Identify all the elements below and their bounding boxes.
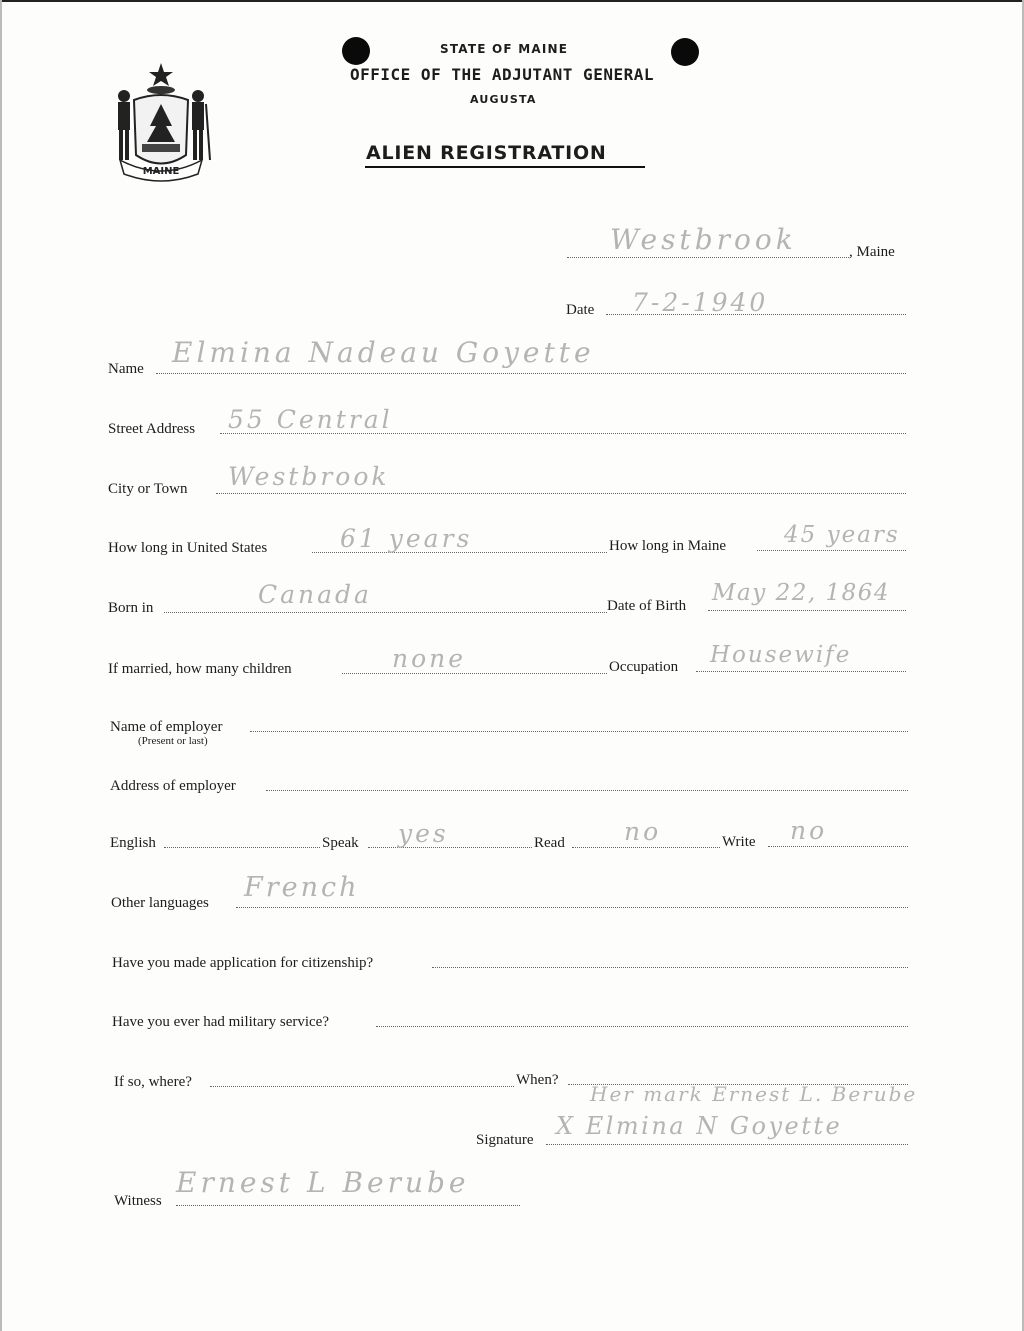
- maine-label: , Maine: [849, 244, 895, 260]
- read-line: [572, 847, 720, 848]
- write-label: Write: [722, 834, 756, 850]
- speak-value: yes: [398, 819, 449, 848]
- other-languages-label: Other languages: [111, 895, 209, 911]
- name-line: [156, 373, 906, 374]
- scan-border-top: [0, 0, 1024, 2]
- occupation-line: [696, 671, 906, 672]
- name-label: Name: [108, 361, 144, 377]
- city-value: Westbrook: [228, 462, 390, 491]
- street-address-label: Street Address: [108, 421, 196, 437]
- header-state: STATE OF MAINE: [440, 42, 569, 56]
- married-children-label: If married, how many children: [108, 661, 292, 677]
- where-line: [210, 1086, 514, 1087]
- date-value: 7-2-1940: [632, 288, 769, 317]
- street-address-value: 55 Central: [228, 405, 393, 434]
- seal-banner-text: MAINE: [142, 166, 180, 177]
- form-title: ALIEN REGISTRATION: [366, 142, 607, 164]
- signature-value: X Elmina N Goyette: [556, 1112, 843, 1140]
- speak-line: [368, 847, 532, 848]
- born-in-value: Canada: [258, 580, 372, 609]
- other-languages-value: French: [244, 872, 360, 903]
- citizenship-label: Have you made application for citizenship?: [112, 955, 374, 971]
- speak-label: Speak: [322, 835, 359, 851]
- born-in-line: [164, 612, 607, 613]
- employer-address-label: Address of employer: [110, 778, 236, 794]
- how-long-us-value: 61 years: [340, 524, 473, 553]
- date-label: Date: [566, 302, 595, 318]
- english-line: [164, 847, 320, 848]
- how-long-us-label: How long in United States: [108, 540, 268, 556]
- her-mark-note: Her mark Ernest L. Berube: [590, 1082, 918, 1106]
- header-city: AUGUSTA: [470, 93, 537, 106]
- maine-state-seal: [106, 60, 216, 182]
- witness-label: Witness: [114, 1193, 162, 1209]
- born-in-label: Born in: [108, 600, 154, 616]
- employer-name-line: [250, 731, 908, 732]
- town-line: [567, 257, 849, 258]
- married-children-value: none: [392, 644, 467, 673]
- witness-line: [176, 1205, 520, 1206]
- signature-label: Signature: [476, 1132, 534, 1148]
- how-long-maine-value: 45 years: [784, 522, 900, 548]
- scan-border-left: [0, 0, 2, 1331]
- date-of-birth-value: May 22, 1864: [712, 580, 890, 606]
- occupation-value: Housewife: [710, 642, 852, 668]
- when-label: When?: [516, 1072, 559, 1088]
- how-long-maine-line: [757, 550, 906, 551]
- married-children-line: [342, 673, 607, 674]
- date-of-birth-label: Date of Birth: [607, 598, 687, 614]
- occupation-label: Occupation: [609, 659, 679, 675]
- title-underline: [365, 166, 645, 168]
- employer-address-line: [266, 790, 908, 791]
- other-languages-line: [236, 907, 908, 908]
- city-line: [216, 493, 906, 494]
- witness-value: Ernest L Berube: [176, 1166, 470, 1199]
- signature-line: [546, 1144, 908, 1145]
- read-value: no: [624, 817, 662, 846]
- english-label: English: [110, 835, 156, 851]
- write-value: no: [790, 816, 828, 845]
- date-of-birth-line: [708, 610, 906, 611]
- employer-name-label: Name of employer: [110, 719, 223, 735]
- how-long-maine-label: How long in Maine: [609, 538, 727, 554]
- read-label: Read: [534, 835, 565, 851]
- name-value: Elmina Nadeau Goyette: [172, 336, 595, 369]
- citizenship-line: [432, 967, 908, 968]
- military-label: Have you ever had military service?: [112, 1014, 329, 1030]
- header-office: OFFICE OF THE ADJUTANT GENERAL: [350, 65, 654, 84]
- city-label: City or Town: [108, 481, 188, 497]
- town-value: Westbrook: [610, 223, 797, 256]
- present-or-last-label: (Present or last): [138, 735, 208, 747]
- punch-hole-right: [671, 38, 699, 66]
- military-line: [376, 1026, 908, 1027]
- punch-hole-left: [342, 37, 370, 65]
- where-label: If so, where?: [114, 1074, 192, 1090]
- write-line: [768, 846, 908, 847]
